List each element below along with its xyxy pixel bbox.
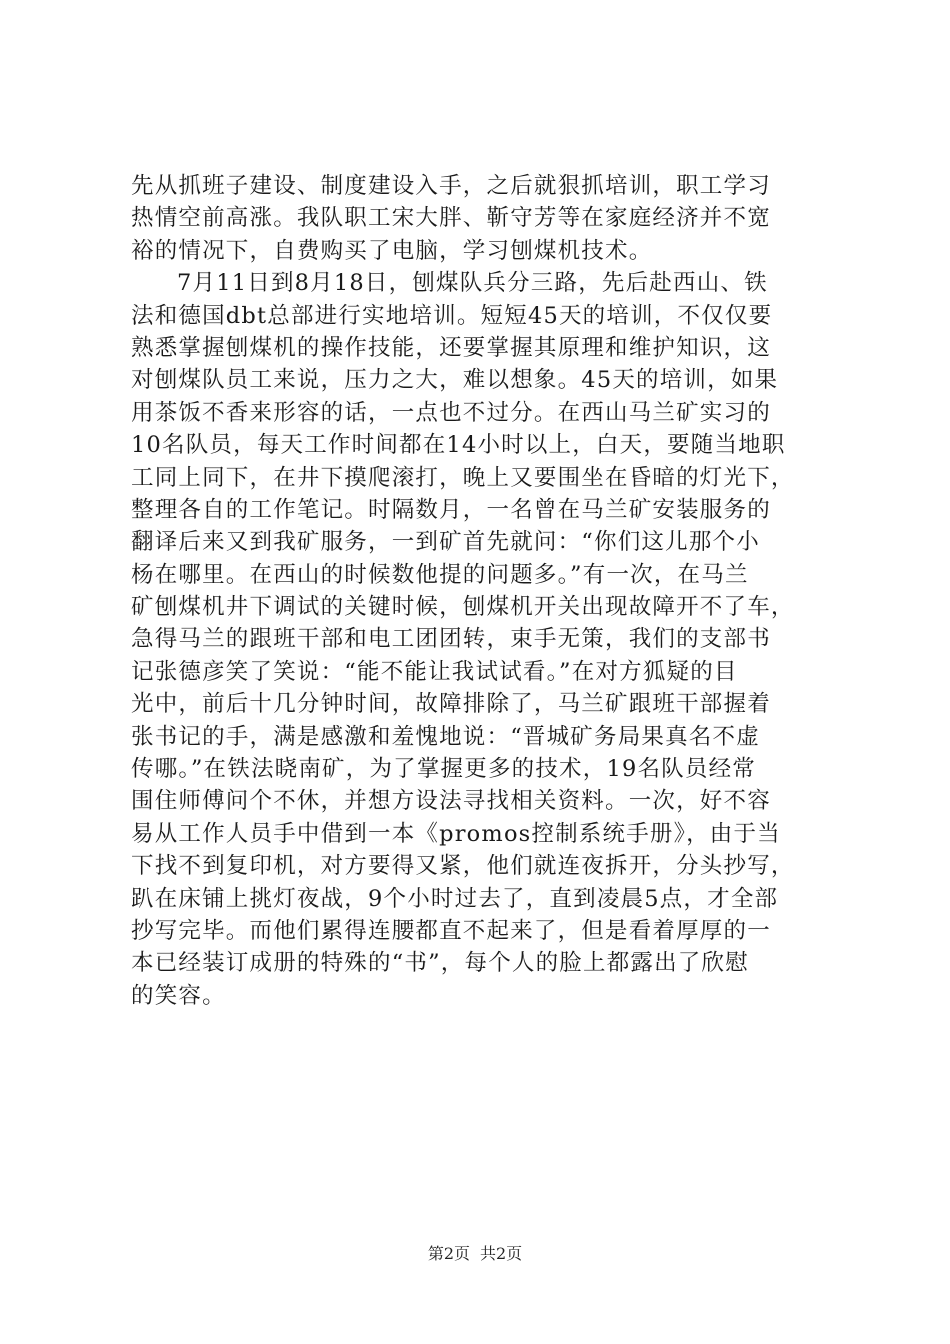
text-line: 本已经装订成册的特殊的“书”，每个人的脸上都露出了欣慰	[131, 950, 749, 977]
text-line: 热情空前高涨。我队职工宋大胖、靳守芳等在家庭经济并不宽	[131, 205, 771, 232]
text-line: 下找不到复印机，对方要得又紧，他们就连夜拆开，分头抄写，	[131, 853, 795, 880]
text-line: 法和德国dbt总部进行实地培训。短短45天的培训，不仅仅要	[131, 302, 773, 329]
text-line: 抄写完毕。而他们累得连腰都直不起来了，但是看着厚厚的一	[131, 917, 771, 944]
text-line: 用茶饭不香来形容的话，一点也不过分。在西山马兰矿实习的	[131, 399, 771, 426]
text-line: 翻译后来又到我矿服务，一到矿首先就问：“你们这儿那个小	[131, 529, 760, 556]
page-number: 第2页	[427, 1244, 470, 1263]
text-line: 张书记的手，满是感激和羞愧地说：“晋城矿务局果真名不虚	[131, 723, 760, 750]
text-line: 趴在床铺上挑灯夜战，9个小时过去了，直到凌晨5点，才全部	[131, 885, 779, 912]
text-line: 熟悉掌握刨煤机的操作技能，还要掌握其原理和维护知识，这	[131, 334, 771, 361]
page-footer	[0, 1242, 950, 1266]
text-line: 易从工作人员手中借到一本《promos控制系统手册》，由于当	[131, 820, 781, 847]
text-line: 传哪。”在铁法晓南矿，为了掌握更多的技术，19名队员经常	[131, 756, 756, 783]
text-line: 光中，前后十几分钟时间，故障排除了，马兰矿跟班干部握着	[131, 691, 771, 718]
paragraph-first-line: 7月11日到8月18日，刨煤队兵分三路，先后赴西山、铁	[177, 270, 768, 297]
text-line: 矿刨煤机井下调试的关键时候，刨煤机开关出现故障开不了车，	[131, 594, 795, 621]
text-line: 整理各自的工作笔记。时隔数月，一名曾在马兰矿安装服务的	[131, 496, 771, 523]
text-line: 围住师傅问个不休，并想方设法寻找相关资料。一次，好不容	[131, 788, 771, 815]
text-line: 10名队员，每天工作时间都在14小时以上，白天，要随当地职	[131, 432, 786, 459]
text-line: 先从抓班子建设、制度建设入手，之后就狠抓培训，职工学习	[131, 173, 771, 199]
text-line: 的笑容。	[131, 982, 226, 1009]
total-pages: 共2页	[480, 1244, 523, 1263]
text-line: 裕的情况下，自费购买了电脑，学习刨煤机技术。	[131, 237, 653, 264]
text-line: 杨在哪里。在西山的时候数他提的问题多。”有一次，在马兰	[131, 561, 749, 588]
text-line: 急得马兰的跟班干部和电工团团转，束手无策，我们的支部书	[131, 626, 771, 653]
body-text	[131, 170, 831, 1012]
text-line: 工同上同下，在井下摸爬滚打，晚上又要围坐在昏暗的灯光下，	[131, 464, 795, 491]
text-line: 记张德彦笑了笑说：“能不能让我试试看。”在对方狐疑的目	[131, 658, 738, 685]
text-line: 对刨煤队员工来说，压力之大，难以想象。45天的培训，如果	[131, 367, 779, 394]
